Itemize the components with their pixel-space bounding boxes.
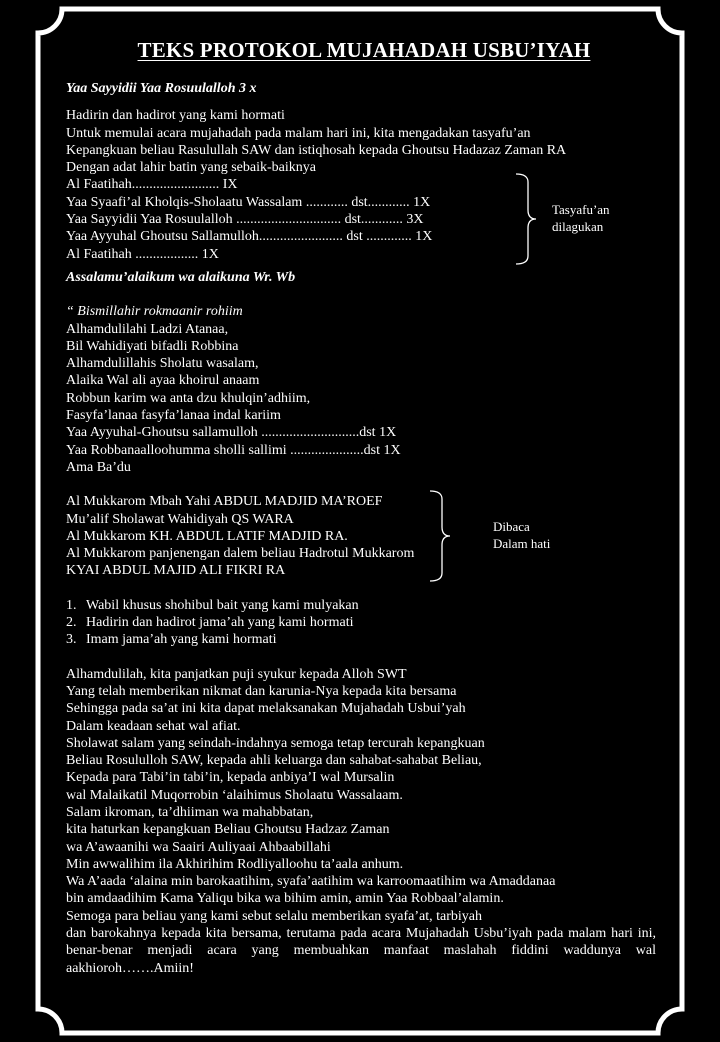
prayer-line: Ama Ba’du [66, 459, 131, 475]
closing-line: wal Malaikatil Muqorrobin ‘alaihimus Sholaatu Wassalaam. [66, 787, 403, 803]
prayer-line: Yaa Ayyuhal-Ghoutsu sallamulloh ............................dst 1X [66, 425, 397, 441]
closing-line: Beliau Rosululloh SAW, kepada ahli keluarga dan sahabat-sahabat Beliau, [66, 753, 482, 769]
intro-section [66, 107, 662, 176]
list-text: Imam jama’ah yang kami hormati [86, 632, 277, 648]
tasyafuan-list [66, 176, 662, 262]
closing-line: Salam ikroman, ta’dhiiman wa mahabbatan, [66, 804, 314, 820]
closing-line: wa A’awaanihi wa Saairi Auliyaai Ahbaabillahi [66, 839, 331, 855]
bismillah-line: “ Bismillahir rokmaanir rohiim [66, 304, 243, 320]
greetings-list [66, 597, 662, 649]
right-brace-icon [514, 172, 538, 266]
tasyafuan-line: Yaa Sayyidii Yaa Rosuulalloh .............................. dst............ 3X [66, 212, 424, 228]
closing-line: kita haturkan kepangkuan Beliau Ghoutsu Hadzaz Zaman [66, 822, 390, 838]
right-brace-icon [428, 489, 452, 583]
note-line: Tasyafu’an [552, 202, 610, 218]
list-item [66, 631, 662, 648]
list-text: Hadirin dan hadirot jama’ah yang kami hormati [86, 615, 354, 631]
opening-call: Yaa Sayyidii Yaa Rosuulalloh 3 x [66, 81, 257, 96]
honorific-line: KYAI ABDUL MAJID ALI FIKRI RA [66, 563, 286, 579]
honorific-line: Al Mukkarom KH. ABDUL LATIF MADJID RA. [66, 528, 348, 544]
intro-line: Kepangkuan beliau Rasulullah SAW dan istiqhosah kepada Ghoutsu Hadazaz Zaman RA [66, 142, 567, 158]
protocol-document [66, 36, 662, 977]
salam-heading: Assalamu’alaikum wa alaikuna Wr. Wb [66, 269, 296, 285]
tasyafuan-line: Al Faatihah .................. 1X [66, 246, 219, 262]
prayer-line: Alhamdulilahi Ladzi Atanaa, [66, 321, 229, 337]
list-item [66, 597, 662, 614]
closing-line: Semoga para beliau yang kami sebut selalu memberikan syafa’at, tarbiyah [66, 908, 482, 924]
closing-line: Yang telah memberikan nikmat dan karunia-Nya kepada kita bersama [66, 683, 457, 699]
list-text: Wabil khusus shohibul bait yang kami mulyakan [86, 597, 359, 613]
honorific-line: Mu’alif Sholawat Wahidiyah QS WARA [66, 511, 294, 527]
page-title: TEKS PROTOKOL MUJAHADAH USBU’IYAH [137, 38, 591, 62]
closing-line: bin amdaadihim Kama Yaliqu bika wa bihim amin, amin Yaa Robbaal’alamin. [66, 891, 504, 907]
tasyafuan-line: Yaa Ayyuhal Ghoutsu Sallamulloh........................ dst ............. 1X [66, 229, 433, 245]
honorifics-note [493, 518, 550, 552]
closing-line: Dalam keadaan sehat wal afiat. [66, 718, 241, 734]
honorific-line: Al Mukkarom Mbah Yahi ABDUL MADJID MA’ROEF [66, 494, 383, 510]
note-line: Dibaca [493, 519, 530, 535]
honorific-line: Al Mukkarom panjenengan dalem beliau Hadrotul Mukkarom [66, 546, 415, 562]
closing-section [66, 666, 662, 977]
closing-paragraph: dan barokahnya kepada kita bersama, terutama pada acara Mujahadah Usbu’iyah pada malam hari ini, benar-benar menjadi acara yang membuahkan manfaat maslahah fiddini waddunya wal aakhioroh…….Amiin! [66, 926, 656, 976]
closing-line: Min awwalihim ila Akhirihim Rodliyalloohu ta’aala anhum. [66, 856, 404, 872]
prayer-line: Bil Wahidiyati bifadli Robbina [66, 338, 239, 354]
list-number: 1. [66, 597, 77, 613]
tasyafuan-note [552, 201, 610, 235]
intro-line: Dengan adat lahir batin yang sebaik-baiknya [66, 160, 316, 176]
honorifics-list [66, 493, 662, 579]
prayer-line: Fasyfa’lanaa fasyfa’lanaa indal kariim [66, 408, 281, 424]
list-number: 2. [66, 615, 77, 631]
intro-line: Hadirin dan hadirot yang kami hormati [66, 108, 285, 124]
intro-line: Untuk memulai acara mujahadah pada malam hari ini, kita mengadakan tasyafu’an [66, 125, 531, 141]
opening-prayer [66, 303, 662, 476]
closing-line: Sehingga pada sa’at ini kita dapat melaksanakan Mujahadah Usbui’yah [66, 701, 466, 717]
prayer-line: Alhamdulillahis Sholatu wasalam, [66, 356, 259, 372]
prayer-line: Yaa Robbanaalloohumma sholli sallimi .....................dst 1X [66, 442, 401, 458]
closing-line: Kepada para Tabi’in tabi’in, kepada anbiya’I wal Mursalin [66, 770, 395, 786]
closing-line: Alhamdulilah, kita panjatkan puji syukur kepada Alloh SWT [66, 666, 407, 682]
closing-line: Sholawat salam yang seindah-indahnya semoga tetap tercurah kepangkuan [66, 735, 485, 751]
prayer-line: Alaika Wal ali ayaa khoirul anaam [66, 373, 260, 389]
closing-line: Wa A’aada ‘alaina min barokaatihim, syafa’aatihim wa karroomaatihim wa Amaddanaa [66, 874, 556, 890]
note-line: Dalam hati [493, 536, 551, 552]
prayer-line: Robbun karim wa anta dzu khulqin’adhiim, [66, 390, 311, 406]
list-number: 3. [66, 632, 77, 648]
note-line: dilagukan [552, 219, 604, 235]
list-item [66, 614, 662, 631]
tasyafuan-line: Al Faatihah......................... IX [66, 177, 238, 193]
tasyafuan-line: Yaa Syaafi’al Kholqis-Sholaatu Wassalam ............ dst............ 1X [66, 194, 431, 210]
